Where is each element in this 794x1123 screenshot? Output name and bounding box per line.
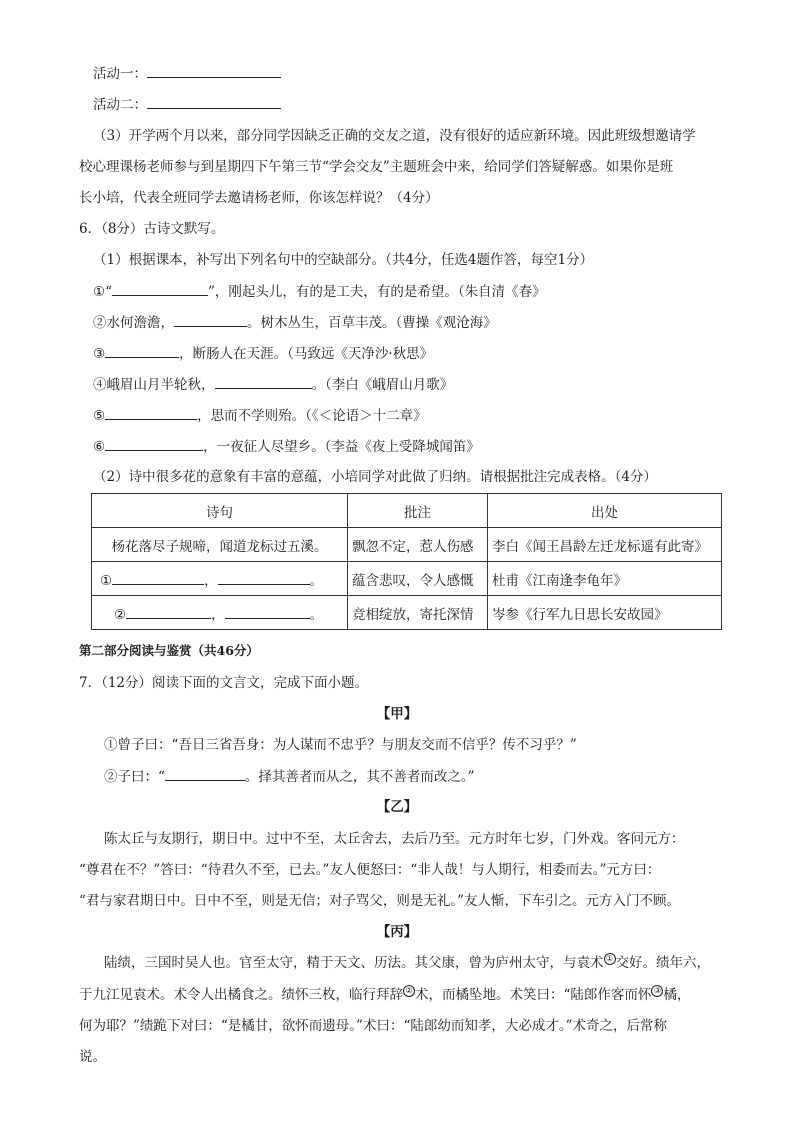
- bing2b: 术，而橘坠地。术笑曰：“陆郎作客而怀: [415, 987, 652, 1003]
- item-4-post: 。（李白《峨眉山月歌》: [311, 377, 454, 393]
- bing-line-3: 何为耶？”绩跪下对曰：“是橘甘，欲怀而遗母。”术曰：“陆郎幼而知孝，大必成才。”术奇之，后常称: [79, 1018, 668, 1034]
- q6-item-2: [93, 312, 497, 333]
- jia2-num: ②: [104, 769, 118, 785]
- q6-sub1: （1）根据课本，补写出下列名句中的空缺部分。（共4分，任选4题作答，每空1分）: [93, 252, 594, 268]
- row3-note: 竞相绽放，寄托深情: [348, 596, 488, 630]
- row2-blank-a[interactable]: [112, 570, 204, 585]
- row2-end: 。: [309, 572, 324, 589]
- row1-poem: 杨花落尽子规啼，闻道龙标过五溪。: [92, 528, 348, 562]
- q6-title: 6．（8分）古诗文默写。: [79, 221, 225, 237]
- table-row: [92, 562, 722, 596]
- bing-line-2: [79, 985, 690, 1005]
- item-5-blank[interactable]: [105, 405, 197, 420]
- item-5-num: ⑤: [93, 408, 106, 424]
- activity-1-line: [93, 63, 281, 84]
- item-3-num: ③: [93, 346, 106, 362]
- header-source: 出处: [488, 494, 722, 528]
- activity-2-line: [93, 94, 281, 115]
- activity-1-blank[interactable]: [147, 63, 281, 78]
- item-2-num: ②: [93, 315, 107, 331]
- q5-p3-line3: 长小培，代表全班同学去邀请杨老师，你该怎样说？（4分）: [79, 190, 439, 206]
- item-1-post: ”，刚起头儿，有的是工夫，有的是希望。（朱自清《春》: [208, 284, 546, 300]
- q6-item-5: [93, 405, 427, 426]
- bing2a: 于九江见袁术。术令人出橘食之。绩怀三枚，临行拜辞: [79, 987, 403, 1003]
- jia-line-1: [104, 735, 577, 755]
- item-1-blank[interactable]: [112, 281, 208, 296]
- bing2c: 橘，: [663, 987, 691, 1003]
- jia2-pre: 子曰：“: [117, 769, 165, 785]
- item-5-post: ，思而不学则殆。（《＜论语＞十二章》: [197, 408, 427, 424]
- row2-poem: [92, 562, 348, 596]
- jia-heading: 【甲】: [376, 706, 418, 722]
- bing1b: 交好。绩年六，: [615, 955, 710, 971]
- q6-item-6: [93, 436, 480, 457]
- row1-note: 飘忽不定，惹人伤感: [348, 528, 488, 562]
- item-3-post: ，断肠人在天涯。（马致远《天净沙·秋思》: [179, 346, 434, 362]
- row3-num: ②: [114, 606, 127, 623]
- row3-end: 。: [309, 606, 324, 623]
- jia1-text: 曾子曰：“吾日三省吾身：为人谋而不忠乎？与朋友交而不信乎？传不习乎？”: [117, 737, 577, 753]
- q6-item-3: [93, 343, 433, 364]
- row2-blank-b[interactable]: [218, 570, 310, 585]
- q6-item-4: [93, 374, 453, 395]
- bing-line-1: [104, 953, 710, 973]
- q5-p3-line2: 校心理课杨老师参与到星期四下午第三节“学会交友”主题班会中来，给同学们答疑解惑。如果你是班: [79, 159, 674, 175]
- table-row: [92, 528, 722, 562]
- footnote-2-marker: ②: [403, 985, 415, 997]
- activity-2-label: 活动二：: [93, 97, 147, 113]
- q7-title: 7．（12分）阅读下面的文言文，完成下面小题。: [79, 675, 369, 691]
- q5-p3-line1: （3）开学两个月以来，部分同学因缺乏正确的交友之道，没有很好的适应新环境。因此班级想邀请学: [93, 128, 696, 144]
- footnote-1-marker: ①: [604, 953, 616, 965]
- yi-line-2: “尊君在不？”答曰：“待君久不至，已去。”友人便怒曰：“非人哉！与人期行，相委而去。”元方曰：: [79, 862, 661, 878]
- jia2-post: 。择其善者而从之，其不善者而改之。”: [244, 769, 475, 785]
- q6-sub2: （2）诗中很多花的意象有丰富的意蕴，小培同学对此做了归纳。请根据批注完成表格。（4分）: [93, 469, 657, 485]
- row2-sep: ，: [204, 572, 218, 589]
- header-poem: 诗句: [92, 494, 348, 528]
- yi-line-3: “君与家君期日中。日中不至，则是无信；对子骂父，则是无礼。”友人惭，下车引之。元方入门不顾。: [79, 893, 681, 909]
- row3-poem: [92, 596, 348, 630]
- row3-blank-b[interactable]: [225, 604, 310, 619]
- yi-heading: 【乙】: [376, 799, 418, 815]
- table-row: [92, 596, 722, 630]
- row3-source: 岑参《行军九日思长安故园》: [488, 596, 722, 630]
- item-2-pre: 水何澹澹，: [106, 315, 174, 331]
- jia1-num: ①: [104, 737, 118, 753]
- item-6-blank[interactable]: [105, 436, 203, 451]
- row3-blank-a[interactable]: [126, 604, 211, 619]
- row2-note: 蕴含悲叹，令人感慨: [348, 562, 488, 596]
- header-note: 批注: [348, 494, 488, 528]
- item-2-blank[interactable]: [174, 312, 247, 327]
- poem-table: [91, 493, 722, 630]
- activity-1-label: 活动一：: [93, 66, 147, 82]
- item-1-pre: “: [105, 284, 113, 300]
- jia2-blank[interactable]: [165, 766, 245, 781]
- row1-source: 李白《闻王昌龄左迁龙标遥有此寄》: [488, 528, 722, 562]
- row2-source: 杜甫《江南逢李龟年》: [488, 562, 722, 596]
- part2-heading: 第二部分阅读与鉴赏（共46分）: [79, 643, 259, 658]
- row2-num: ①: [100, 572, 113, 589]
- q6-item-1: [93, 281, 546, 302]
- item-3-blank[interactable]: [105, 343, 179, 358]
- footnote-3-marker: ③: [651, 985, 663, 997]
- jia-line-2: [104, 766, 475, 787]
- item-6-num: ⑥: [93, 439, 106, 455]
- item-2-post: 。树木丛生，百草丰茂。（曹操《观沧海》: [247, 315, 497, 331]
- item-4-blank[interactable]: [215, 374, 312, 389]
- item-1-num: ①: [93, 284, 106, 300]
- item-4-num: ④: [93, 377, 107, 393]
- bing-line-4: 说。: [79, 1049, 106, 1065]
- bing-heading: 【丙】: [376, 924, 418, 940]
- row3-sep: ，: [211, 606, 225, 623]
- item-4-pre: 峨眉山月半轮秋，: [106, 377, 215, 393]
- yi-line-1: 陈太丘与友期行，期日中。过中不至，太丘舍去，去后乃至。元方时年七岁，门外戏。客问元方：: [104, 831, 685, 847]
- bing1a: 陆绩，三国时吴人也。官至太守，精于天文、历法。其父康，曾为庐州太守，与袁术: [104, 955, 604, 971]
- table-header-row: [92, 494, 722, 528]
- activity-2-blank[interactable]: [147, 94, 281, 109]
- item-6-post: ，一夜征人尽望乡。（李益《夜上受降城闻笛》: [203, 439, 480, 455]
